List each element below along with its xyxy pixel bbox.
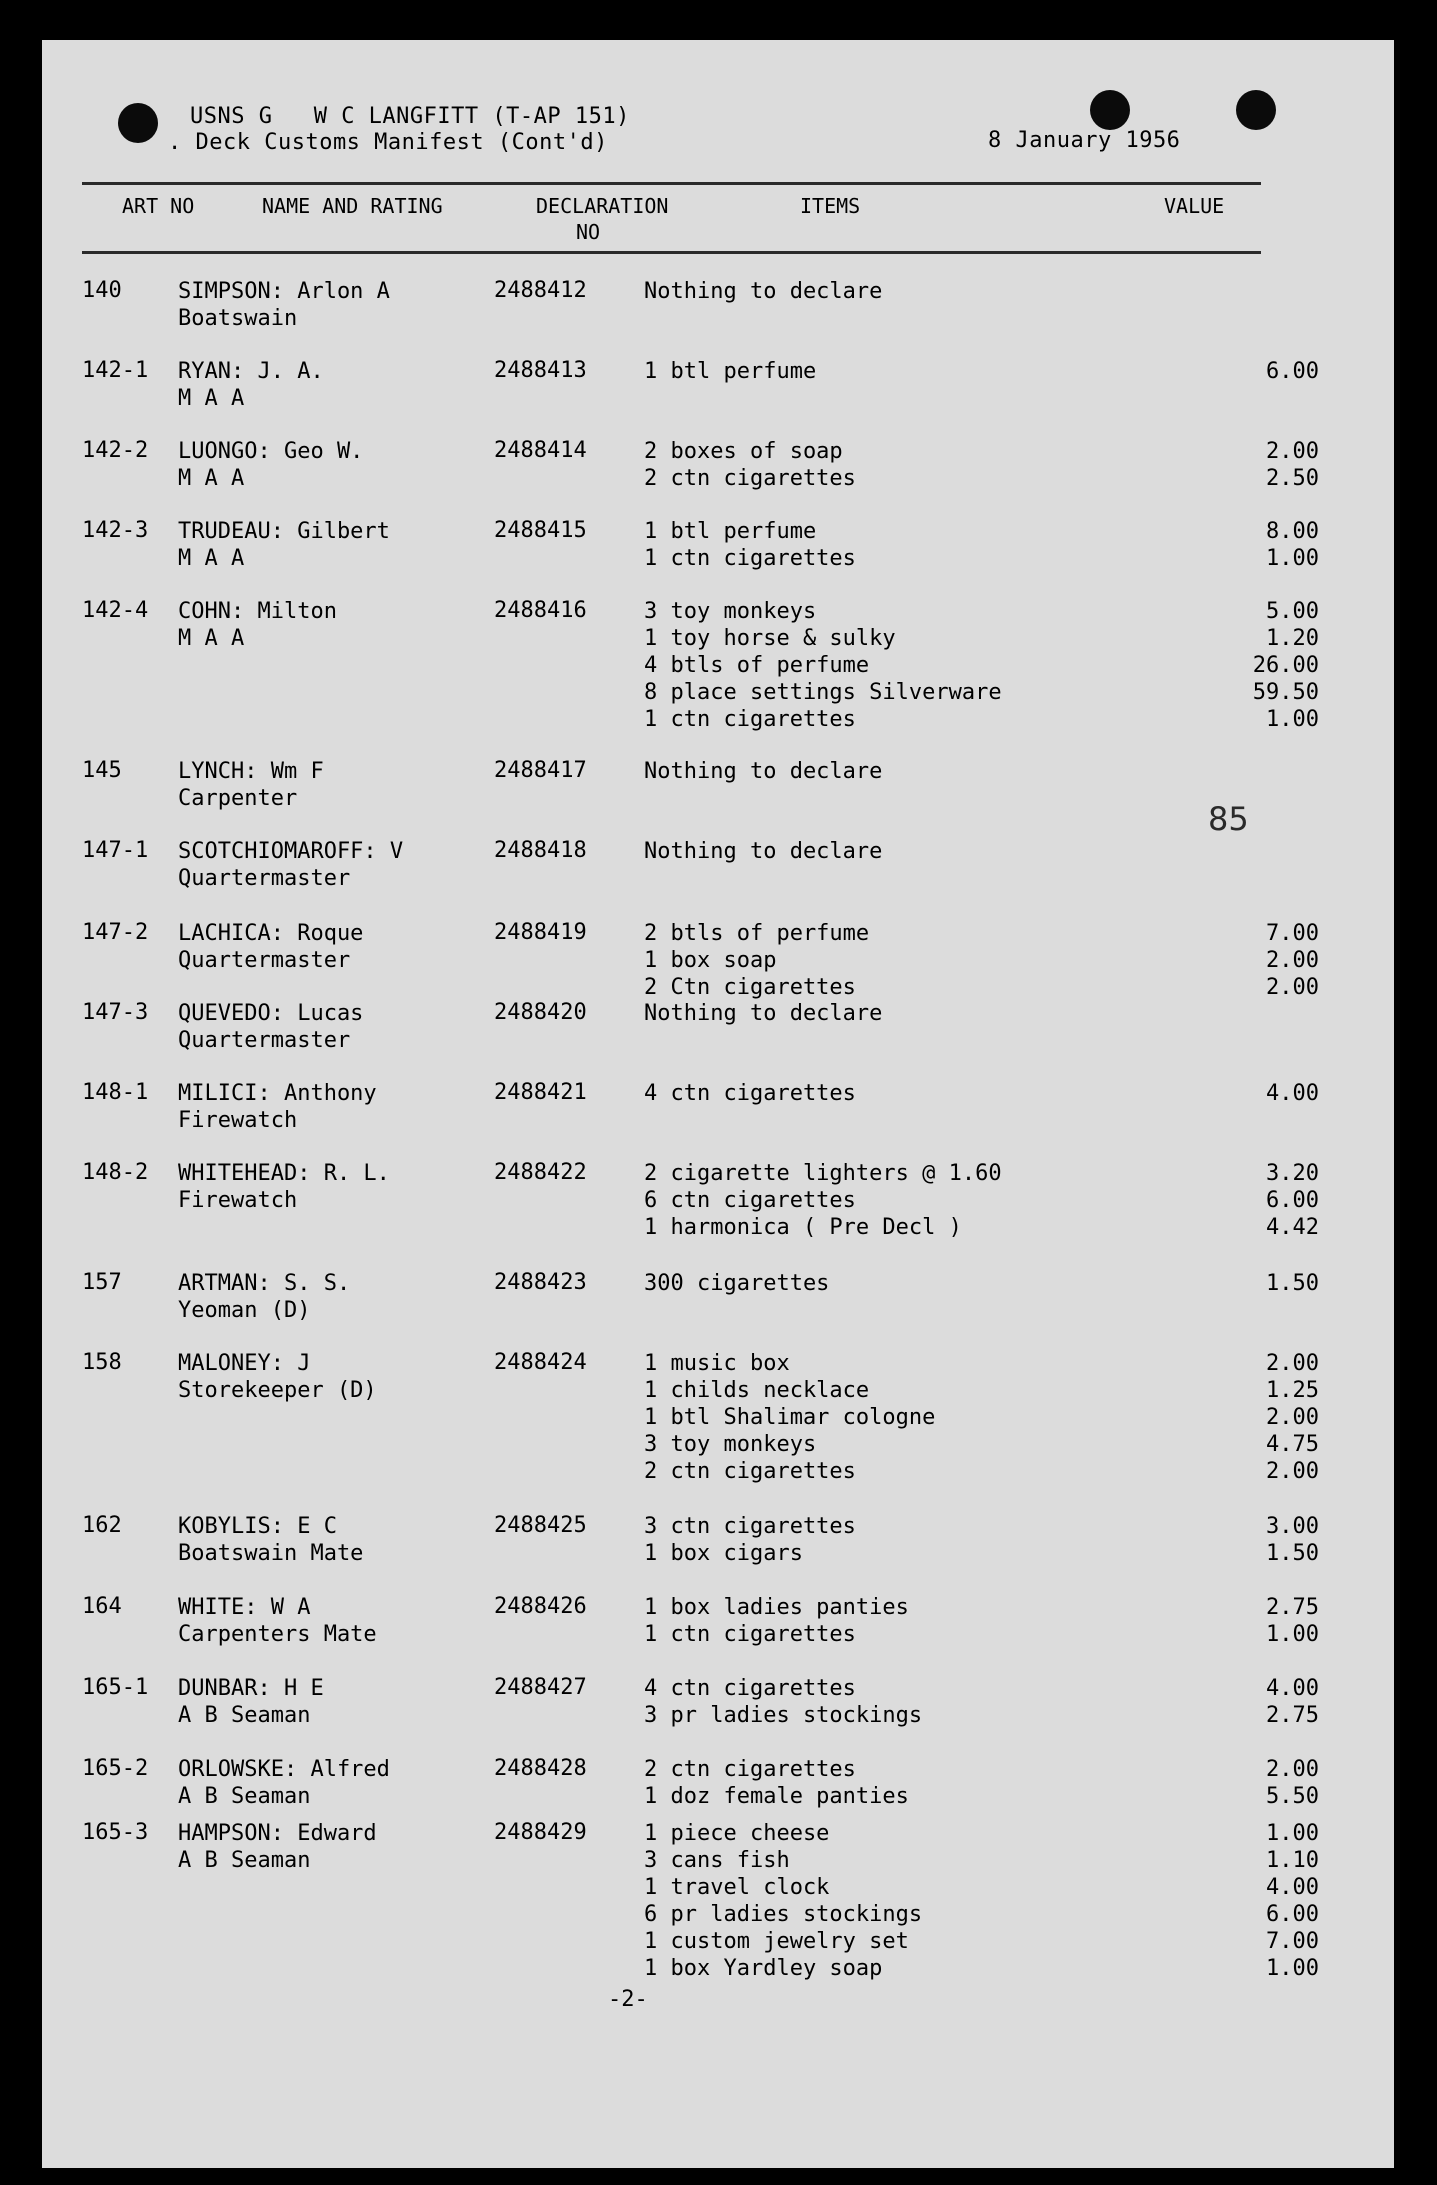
entry-item: 2 ctn cigarettes <box>644 1459 856 1484</box>
entry-declaration-no: 2488423 <box>494 1270 587 1295</box>
entry-name: HAMPSON: Edward <box>178 1821 377 1846</box>
entry-item: 2 cigarette lighters @ 1.60 <box>644 1161 1002 1186</box>
entry-item: 1 box soap <box>644 948 777 973</box>
entry-declaration-no: 2488428 <box>494 1756 587 1781</box>
entry-declaration-no: 2488419 <box>494 920 587 945</box>
entry-value: 6.00 <box>1266 1188 1319 1213</box>
entry-item: 1 childs necklace <box>644 1378 870 1403</box>
entry-value: 2.00 <box>1266 975 1319 1000</box>
entry-item: 4 ctn cigarettes <box>644 1081 856 1106</box>
entry-item: 1 ctn cigarettes <box>644 707 856 732</box>
entry-item: 2 Ctn cigarettes <box>644 975 856 1000</box>
entry-item: 3 pr ladies stockings <box>644 1703 923 1728</box>
header-rule-bottom <box>82 251 1261 254</box>
entry-rating: Boatswain <box>178 306 298 331</box>
entry-item: Nothing to declare <box>644 1001 883 1026</box>
entry-art-no: 148-1 <box>82 1080 149 1105</box>
entry-rating: M A A <box>178 386 245 411</box>
entry-declaration-no: 2488413 <box>494 358 587 383</box>
entry-value: 1.50 <box>1266 1541 1319 1566</box>
entry-name: SIMPSON: Arlon A <box>178 279 390 304</box>
column-declaration-no: NO <box>576 220 601 244</box>
entry-art-no: 145 <box>82 758 122 783</box>
entry-name: LUONGO: Geo W. <box>178 439 364 464</box>
entry-value: 1.00 <box>1266 1821 1319 1846</box>
entry-item: 1 doz female panties <box>644 1784 909 1809</box>
entry-value: 4.00 <box>1266 1875 1319 1900</box>
entry-rating: Yeoman (D) <box>178 1298 311 1323</box>
entry-art-no: 147-1 <box>82 838 149 863</box>
entry-name: TRUDEAU: Gilbert <box>178 519 390 544</box>
entry-value: 2.50 <box>1266 466 1319 491</box>
entry-value: 8.00 <box>1266 519 1319 544</box>
entry-rating: Storekeeper (D) <box>178 1378 377 1403</box>
entry-item: 1 box cigars <box>644 1541 803 1566</box>
entry-value: 1.10 <box>1266 1848 1319 1873</box>
entry-value: 5.00 <box>1266 599 1319 624</box>
entry-art-no: 165-3 <box>82 1820 149 1845</box>
entry-name: RYAN: J. A. <box>178 359 324 384</box>
entry-value: 4.00 <box>1266 1676 1319 1701</box>
entry-declaration-no: 2488420 <box>494 1000 587 1025</box>
entry-rating: Quartermaster <box>178 948 351 973</box>
entry-art-no: 148-2 <box>82 1160 149 1185</box>
entry-item: 2 boxes of soap <box>644 439 843 464</box>
entry-rating: A B Seaman <box>178 1784 311 1809</box>
entry-value: 7.00 <box>1266 1929 1319 1954</box>
punch-hole-left <box>118 103 158 143</box>
column-value: VALUE <box>1164 194 1225 218</box>
entry-item: 3 toy monkeys <box>644 599 817 624</box>
entry-declaration-no: 2488418 <box>494 838 587 863</box>
entry-value: 2.00 <box>1266 1757 1319 1782</box>
entry-rating: M A A <box>178 626 245 651</box>
entry-rating: Firewatch <box>178 1188 298 1213</box>
entry-declaration-no: 2488425 <box>494 1513 587 1538</box>
entry-item: 1 btl perfume <box>644 359 817 384</box>
entry-rating: A B Seaman <box>178 1848 311 1873</box>
entry-art-no: 147-2 <box>82 920 149 945</box>
entry-art-no: 158 <box>82 1350 122 1375</box>
manifest-date: 8 January 1956 <box>988 128 1181 153</box>
entry-rating: Quartermaster <box>178 1028 351 1053</box>
entry-value: 4.42 <box>1266 1215 1319 1240</box>
entry-art-no: 164 <box>82 1594 122 1619</box>
entry-item: 1 toy horse & sulky <box>644 626 896 651</box>
punch-hole-right <box>1236 90 1276 130</box>
entry-declaration-no: 2488415 <box>494 518 587 543</box>
entry-value: 1.50 <box>1266 1271 1319 1296</box>
entry-item: 300 cigarettes <box>644 1271 830 1296</box>
entry-item: 3 ctn cigarettes <box>644 1514 856 1539</box>
entry-item: 4 ctn cigarettes <box>644 1676 856 1701</box>
entry-name: DUNBAR: H E <box>178 1676 324 1701</box>
entry-item: 6 ctn cigarettes <box>644 1188 856 1213</box>
entry-value: 2.00 <box>1266 439 1319 464</box>
entry-declaration-no: 2488424 <box>494 1350 587 1375</box>
entry-item: 1 travel clock <box>644 1875 830 1900</box>
entry-art-no: 162 <box>82 1513 122 1538</box>
entry-name: ARTMAN: S. S. <box>178 1271 351 1296</box>
entry-item: 1 piece cheese <box>644 1821 830 1846</box>
column-declaration: DECLARATION <box>536 194 669 218</box>
entry-item: 2 ctn cigarettes <box>644 466 856 491</box>
entry-art-no: 165-2 <box>82 1756 149 1781</box>
entry-value: 6.00 <box>1266 1902 1319 1927</box>
entry-value: 4.00 <box>1266 1081 1319 1106</box>
entry-value: 3.00 <box>1266 1514 1319 1539</box>
entry-declaration-no: 2488426 <box>494 1594 587 1619</box>
entry-name: KOBYLIS: E C <box>178 1514 337 1539</box>
margin-page-number: 85 <box>1208 800 1249 838</box>
entry-item: 4 btls of perfume <box>644 653 870 678</box>
entry-rating: Boatswain Mate <box>178 1541 364 1566</box>
entry-item: 1 btl perfume <box>644 519 817 544</box>
entry-item: 3 toy monkeys <box>644 1432 817 1457</box>
header-rule-top <box>82 182 1261 185</box>
entry-declaration-no: 2488421 <box>494 1080 587 1105</box>
entry-item: 1 btl Shalimar cologne <box>644 1405 936 1430</box>
entry-art-no: 140 <box>82 278 122 303</box>
entry-name: MILICI: Anthony <box>178 1081 377 1106</box>
entry-value: 26.00 <box>1252 653 1319 678</box>
entry-name: ORLOWSKE: Alfred <box>178 1757 390 1782</box>
page-footer: -2- <box>608 1987 648 2012</box>
entry-declaration-no: 2488417 <box>494 758 587 783</box>
entry-item: 1 ctn cigarettes <box>644 1622 856 1647</box>
entry-value: 2.00 <box>1266 1405 1319 1430</box>
entry-value: 1.25 <box>1266 1378 1319 1403</box>
entry-name: LYNCH: Wm F <box>178 759 324 784</box>
entry-item: Nothing to declare <box>644 279 883 304</box>
column-items: ITEMS <box>800 194 861 218</box>
ship-name: USNS G W C LANGFITT (T-AP 151) <box>190 104 630 129</box>
entry-value: 1.00 <box>1266 546 1319 571</box>
entry-value: 7.00 <box>1266 921 1319 946</box>
entry-item: 2 ctn cigarettes <box>644 1757 856 1782</box>
entry-item: 1 box Yardley soap <box>644 1956 883 1981</box>
entry-art-no: 142-2 <box>82 438 149 463</box>
entry-rating: M A A <box>178 546 245 571</box>
entry-name: SCOTCHIOMAROFF: V <box>178 839 404 864</box>
entry-declaration-no: 2488429 <box>494 1820 587 1845</box>
entry-item: 1 ctn cigarettes <box>644 546 856 571</box>
entry-art-no: 165-1 <box>82 1675 149 1700</box>
punch-hole-mid <box>1090 90 1130 130</box>
column-art-no: ART NO <box>122 194 195 218</box>
entry-item: 1 music box <box>644 1351 790 1376</box>
entry-declaration-no: 2488414 <box>494 438 587 463</box>
entry-name: COHN: Milton <box>178 599 337 624</box>
entry-name: WHITEHEAD: R. L. <box>178 1161 390 1186</box>
entry-declaration-no: 2488412 <box>494 278 587 303</box>
entry-item: 6 pr ladies stockings <box>644 1902 923 1927</box>
entry-declaration-no: 2488427 <box>494 1675 587 1700</box>
column-name-rating: NAME AND RATING <box>262 194 443 218</box>
entry-art-no: 157 <box>82 1270 122 1295</box>
manifest-title: . Deck Customs Manifest (Cont'd) <box>168 130 608 155</box>
entry-rating: M A A <box>178 466 245 491</box>
entry-art-no: 142-3 <box>82 518 149 543</box>
entry-rating: Carpenter <box>178 786 298 811</box>
entry-value: 6.00 <box>1266 359 1319 384</box>
entry-value: 2.75 <box>1266 1703 1319 1728</box>
entry-declaration-no: 2488422 <box>494 1160 587 1185</box>
entry-name: WHITE: W A <box>178 1595 311 1620</box>
entry-item: 1 custom jewelry set <box>644 1929 909 1954</box>
entry-value: 1.00 <box>1266 707 1319 732</box>
entry-rating: Quartermaster <box>178 866 351 891</box>
entry-value: 1.00 <box>1266 1622 1319 1647</box>
entry-item: 1 box ladies panties <box>644 1595 909 1620</box>
entry-art-no: 142-4 <box>82 598 149 623</box>
entry-value: 2.00 <box>1266 1459 1319 1484</box>
entry-item: 8 place settings Silverware <box>644 680 1002 705</box>
entry-value: 2.00 <box>1266 948 1319 973</box>
entry-rating: Carpenters Mate <box>178 1622 377 1647</box>
entry-value: 2.00 <box>1266 1351 1319 1376</box>
entry-value: 2.75 <box>1266 1595 1319 1620</box>
entry-rating: Firewatch <box>178 1108 298 1133</box>
entry-value: 5.50 <box>1266 1784 1319 1809</box>
entry-art-no: 142-1 <box>82 358 149 383</box>
entry-value: 1.00 <box>1266 1956 1319 1981</box>
entry-item: 3 cans fish <box>644 1848 790 1873</box>
entry-item: Nothing to declare <box>644 839 883 864</box>
entry-value: 1.20 <box>1266 626 1319 651</box>
entry-art-no: 147-3 <box>82 1000 149 1025</box>
entry-value: 59.50 <box>1252 680 1319 705</box>
entry-rating: A B Seaman <box>178 1703 311 1728</box>
entry-name: LACHICA: Roque <box>178 921 364 946</box>
entry-value: 3.20 <box>1266 1161 1319 1186</box>
entry-declaration-no: 2488416 <box>494 598 587 623</box>
entry-item: 2 btls of perfume <box>644 921 870 946</box>
entry-name: QUEVEDO: Lucas <box>178 1001 364 1026</box>
entry-name: MALONEY: J <box>178 1351 311 1376</box>
entry-item: 1 harmonica ( Pre Decl ) <box>644 1215 962 1240</box>
entry-item: Nothing to declare <box>644 759 883 784</box>
entry-value: 4.75 <box>1266 1432 1319 1457</box>
